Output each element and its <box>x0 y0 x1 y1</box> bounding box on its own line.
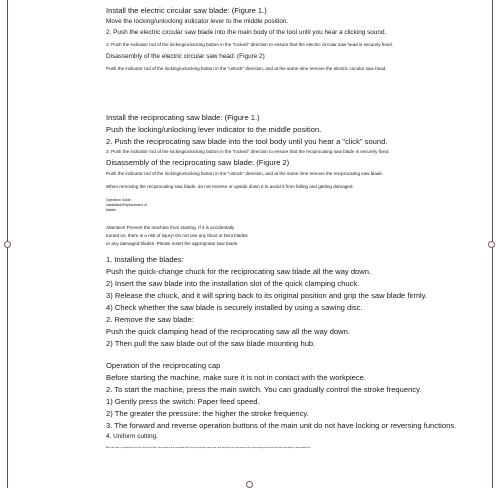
operation-guide-label: blades <box>106 208 116 212</box>
heading-install-reciprocating-saw: Install the reciprocating saw blade: (Figure 1.) <box>106 113 260 122</box>
text-line: 3) Release the chuck, and it will spring back to its original position and grip the saw blade firmly. <box>106 291 428 300</box>
heading-disassembly-circular-saw: Disassembly of the electric circular saw head: (Figure 2) <box>106 53 265 60</box>
text-line: Push the indicator rod of the locking/unlocking button in the "unlock" direction, and at the same time remove the electric circular saw head. <box>106 66 387 71</box>
text-line: 3. Push the indicator rod of the locking/unlocking button in the "locked" direction to ensure that the electric circular saw head is securely fixed. <box>106 42 393 47</box>
resize-handle-bottom[interactable] <box>246 481 253 488</box>
text-line: 2. Push the electric circular saw blade into the main body of the tool until you hear a clicking sound. <box>106 29 387 36</box>
text-line: 3. Push the indicator rod of the locking/unlocking button in the "locked" direction to ensure that the reciprocating saw blade is securely fixed. <box>106 149 390 154</box>
heading-install-circular-saw: Install the electric circular saw blade: (Figure 1.) <box>106 6 267 15</box>
resize-handle-left[interactable] <box>4 241 11 248</box>
text-line: 4) Check whether the saw blade is securely installed by using a sawing disc. <box>106 303 363 312</box>
text-line: 2. To start the machine, press the main switch. You can gradually control the stroke frequency. <box>106 385 422 394</box>
text-line: 1) Gently press the switch: Paper feed speed. <box>106 397 260 406</box>
text-line: Push the indicator rod of the locking/unlocking button in the "unlock" direction, and at the same time remove the reciprocating saw blade. <box>106 171 384 176</box>
operation-guide-label: Operation Guide <box>106 198 131 202</box>
text-line: 2. Push the reciprocating saw blade into the tool body until you hear a "click" sound. <box>106 137 388 146</box>
text-line: 2) Then pull the saw blade out of the saw blade mounting hub. <box>106 339 316 348</box>
operation-guide-label: Installation/Replacement of <box>106 203 147 207</box>
footnote-text: After the work is completed, first turn off the machine, then remove the saw blade from the reciprocating saw head, and only then can you remove the reciprocating saw head from the main body of the workbench. <box>106 447 311 449</box>
text-line: Push the quick clamping head of the reciprocating saw all the way down. <box>106 327 350 336</box>
text-line: Push the locking/unlocking lever indicator to the middle position. <box>106 125 322 134</box>
text-line: 2) Insert the saw blade into the installation slot of the quick clamping chuck. <box>106 279 360 288</box>
text-line: 2) The greater the pressure: the higher the stroke frequency. <box>106 409 309 418</box>
heading-remove-blade: 2. Remove the saw blade: <box>106 315 194 324</box>
attention-text: turned on, there is a risk of injury! Do not use any blunt or bent blades <box>106 233 248 238</box>
text-line: 3. The forward and reverse operation buttons of the main unit do not have locking or reversing functions. <box>106 421 457 430</box>
text-line: 4. Uniform cutting. <box>106 433 158 440</box>
text-line: Push the quick-change chuck for the reciprocating saw blade all the way down. <box>106 267 372 276</box>
attention-text: or any damaged blades. Please insert the appropriate saw blade. <box>106 241 239 246</box>
heading-operation-reciprocating-cap: Operation of the reciprocating cap <box>106 361 221 370</box>
heading-disassembly-reciprocating-saw: Disassembly of the reciprocating saw blade: (Figure 2) <box>106 158 290 167</box>
attention-text: Attention! Prevent the machine from starting. If it is accidentally <box>106 225 235 230</box>
heading-installing-blades: 1. Installing the blades: <box>106 255 184 264</box>
text-line: Move the locking/unlocking indicator lever to the middle position. <box>106 18 289 25</box>
text-line: When removing the reciprocating saw blade, do not reverse or upside down it to avoid it from falling and getting damaged. <box>106 184 354 189</box>
resize-handle-right[interactable] <box>488 241 495 248</box>
text-line: Before starting the machine, make sure it is not in contact with the workpiece. <box>106 373 367 382</box>
